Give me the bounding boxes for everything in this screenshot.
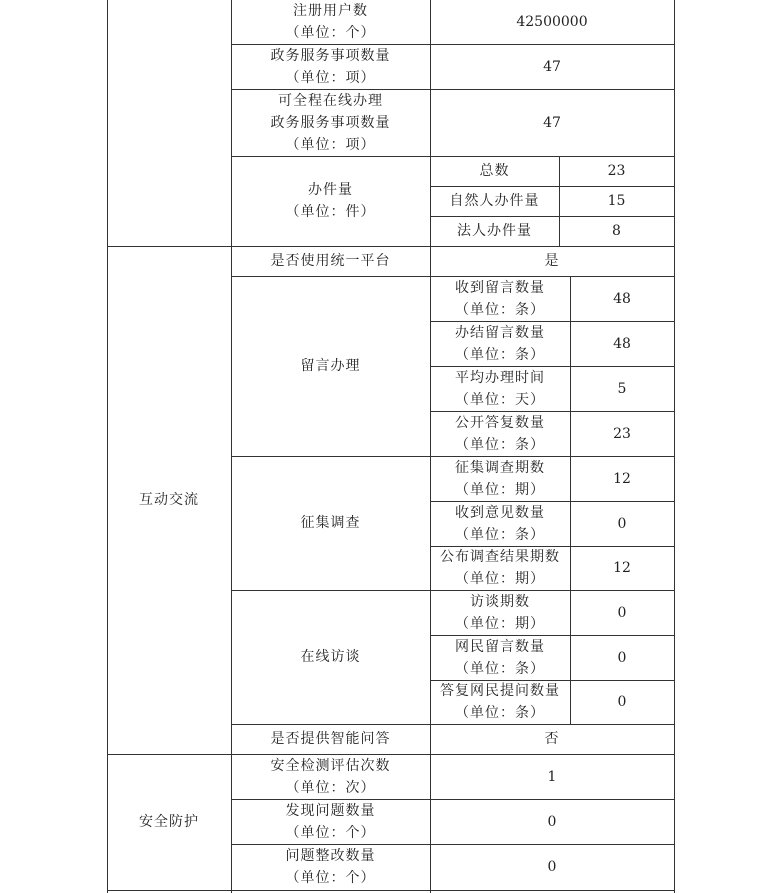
gov-service-items-label: 政务服务事项数量 （单位：项）: [270, 47, 391, 86]
messages-avg-time-value: 5: [617, 380, 627, 397]
security-fixed-label: 问题整改数量 （单位：个）: [285, 848, 376, 886]
interview-periods-label: 访谈期数 （单位：期）: [455, 593, 545, 632]
survey-group-label: 征集调查: [300, 515, 361, 531]
online-items-value: 47: [543, 114, 561, 131]
interaction-section-label: 互动交流: [139, 492, 199, 508]
survey-results-label: 公布调查结果期数 （单位：期）: [440, 549, 560, 587]
security-fixed-value: 0: [547, 859, 557, 875]
interview-messages-value: 0: [617, 649, 627, 666]
messages-public-replies-value: 23: [613, 425, 631, 442]
messages-group-label: 留言办理: [300, 358, 361, 374]
interview-answers-value: 0: [617, 694, 627, 710]
unified-platform-label: 是否使用统一平台: [270, 253, 391, 269]
security-checks-value: 1: [547, 768, 557, 785]
messages-closed-label: 办结留言数量 （单位：条）: [455, 324, 545, 363]
interview-messages-label: 网民留言数量 （单位：条）: [455, 638, 545, 677]
handling-total-value: 23: [607, 163, 626, 179]
survey-opinions-label: 收到意见数量 （单位：条）: [455, 504, 545, 543]
handling-label: 办件量 （单位：件）: [285, 182, 376, 220]
survey-periods-value: 12: [613, 470, 631, 487]
handling-legal-value: 8: [612, 223, 621, 239]
handling-total-label: 总数: [479, 163, 510, 179]
interview-periods-value: 0: [617, 604, 627, 621]
smart-qa-value: 否: [544, 731, 560, 747]
messages-closed-value: 48: [613, 335, 631, 352]
interview-answers-label: 答复网民提问数量 （单位：条）: [440, 683, 560, 721]
gov-service-items-value: 47: [543, 58, 561, 75]
messages-public-replies-label: 公开答复数量 （单位：条）: [455, 414, 545, 453]
handling-natural-value: 15: [607, 193, 626, 209]
security-issues-label: 发现问题数量 （单位：个）: [285, 802, 376, 841]
messages-received-label: 收到留言数量 （单位：条）: [455, 279, 545, 318]
unified-platform-value: 是: [544, 253, 560, 269]
registered-users-label: 注册用户数 （单位：个）: [285, 3, 376, 41]
security-section-label: 安全防护: [139, 814, 199, 830]
interview-group-label: 在线访谈: [300, 649, 361, 665]
survey-results-value: 12: [613, 560, 631, 576]
smart-qa-label: 是否提供智能问答: [270, 731, 391, 747]
online-items-label: 可全程在线办理 政务服务事项数量 （单位：项）: [270, 92, 391, 153]
survey-periods-label: 征集调查期数 （单位：期）: [455, 459, 545, 498]
messages-avg-time-label: 平均办理时间 （单位：天）: [455, 369, 545, 408]
handling-legal-label: 法人办件量: [457, 223, 532, 239]
survey-opinions-value: 0: [617, 515, 627, 532]
security-issues-value: 0: [547, 813, 557, 830]
security-checks-label: 安全检测评估次数 （单位：次）: [270, 757, 391, 796]
messages-received-value: 48: [613, 290, 631, 307]
handling-natural-label: 自然人办件量: [449, 193, 540, 209]
registered-users-value: 42500000: [516, 14, 588, 30]
